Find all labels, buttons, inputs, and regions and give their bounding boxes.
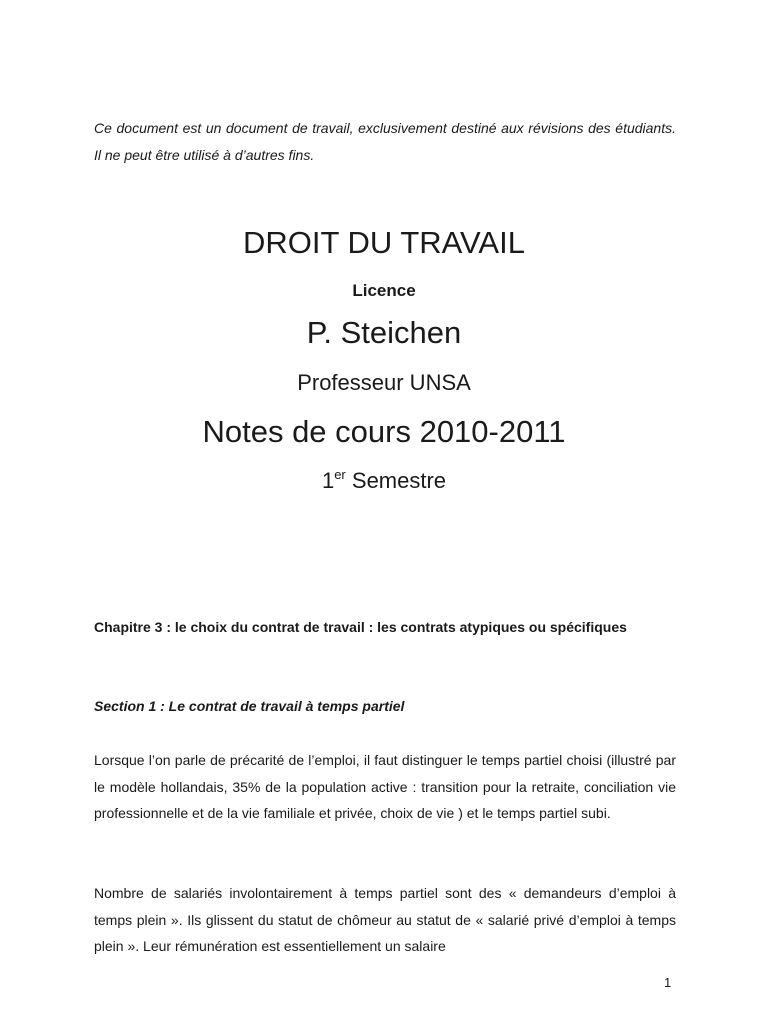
disclaimer-note: Ce document est un document de travail, exclusivement destiné aux révisions des étudiants. Il ne peut être utilisé à d’autres fins. bbox=[94, 120, 676, 163]
course-notes-title: Notes de cours 2010-2011 bbox=[202, 414, 566, 449]
semester-label: Semestre bbox=[351, 468, 447, 493]
chapter-heading: Chapitre 3 : le choix du contrat de travail : les contrats atypiques ou spécifiques bbox=[94, 619, 627, 635]
body-paragraph: Nombre de salariés involontairement à temps partiel sont des « demandeurs d’emploi à temps plein ». Ils glissent du statut de chômeur au statut de « salarié privé d’emploi à temps plein ». Leur rémunération est essentiellement un salaire bbox=[94, 885, 676, 954]
semester-ordinal-suffix: er bbox=[334, 467, 346, 482]
semester-number: 1 bbox=[321, 468, 335, 493]
semester-line bbox=[0, 466, 768, 496]
page-number: 1 bbox=[664, 975, 672, 990]
section-heading: Section 1 : Le contrat de travail à temps partiel bbox=[94, 698, 405, 714]
author-name: P. Steichen bbox=[306, 315, 462, 350]
document-title: DROIT DU TRAVAIL bbox=[243, 225, 525, 260]
author-role: Professeur UNSA bbox=[297, 370, 471, 395]
course-level: Licence bbox=[352, 281, 416, 300]
body-paragraph: Lorsque l’on parle de précarité de l’emploi, il faut distinguer le temps partiel choisi (illustré par le modèle hollandais, 35% de la population active : transition pour la retraite, conciliation vie professionnelle et de la vie familiale et privée, choix de vie ) et le temps partiel subi. bbox=[94, 752, 676, 821]
